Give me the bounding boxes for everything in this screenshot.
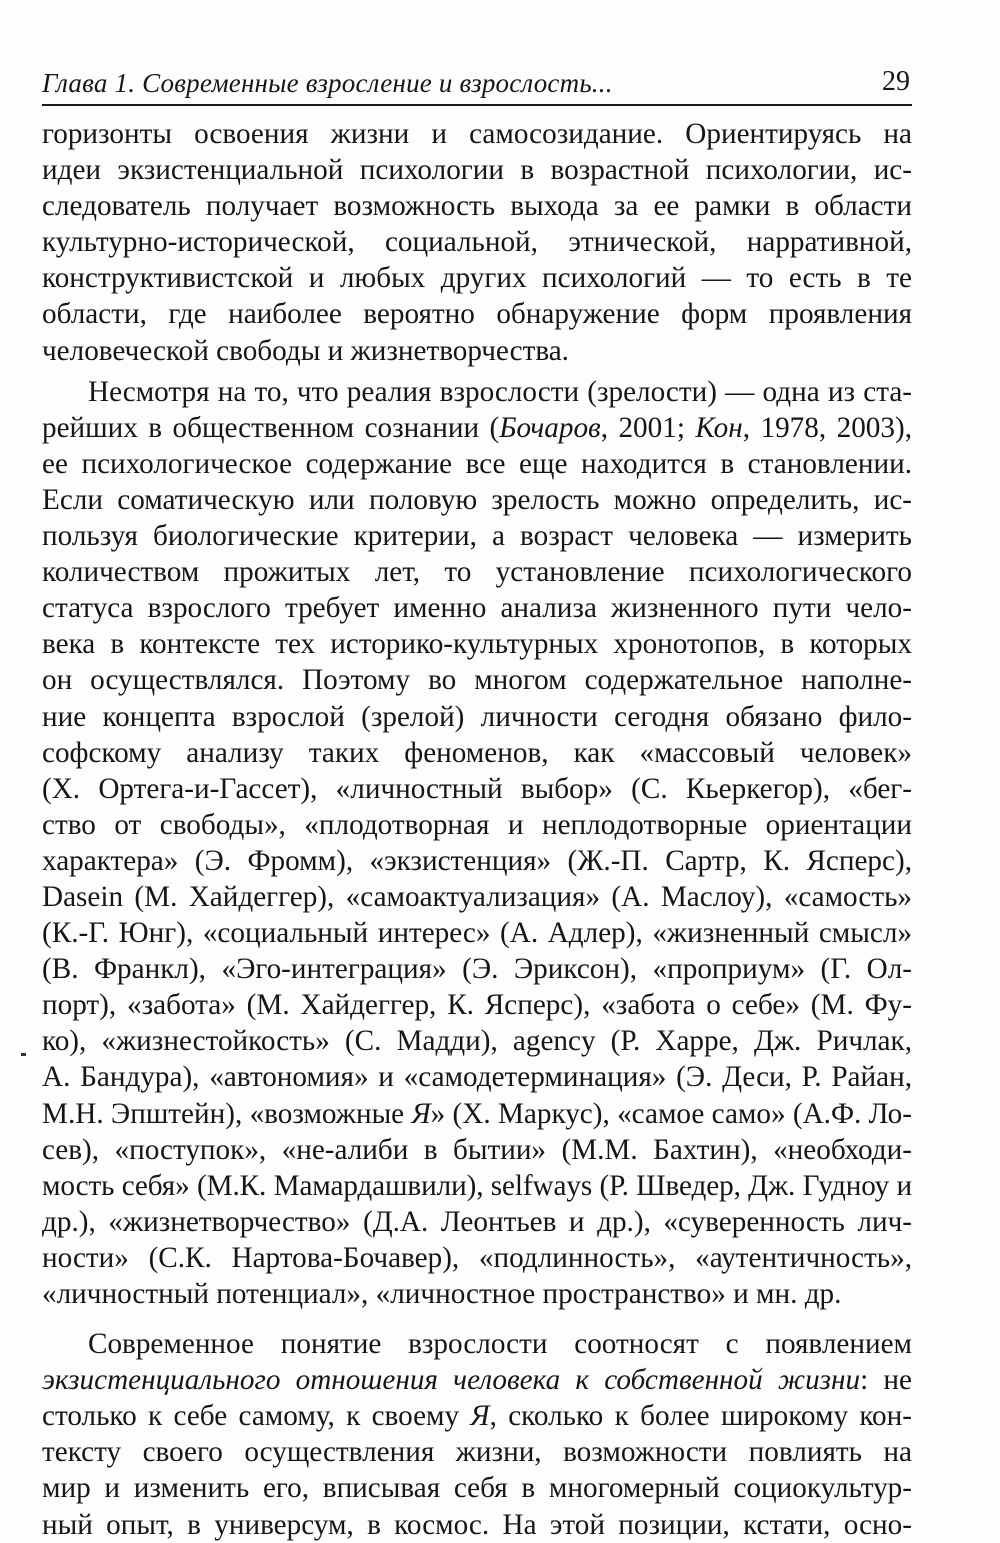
text-run: М.Н. Эпштейн), «возможные (42, 1097, 412, 1130)
italic-term: Я (470, 1400, 490, 1433)
text-line: др.), «жизнетворчество» (Д.А. Леонтьев и др.), «суверенность лич- (42, 1205, 912, 1238)
text-line: пользуя биологические критерии, а возраст человека — измерить (42, 520, 912, 553)
text-line: конструктивистской и любых других психологий — то есть в те (42, 262, 912, 295)
text-line: «личностный потенциал», «личностное пространство» и мн. др. (42, 1278, 842, 1310)
paragraph-first-line: Современное понятие взрослости соотносят с появлением (88, 1328, 912, 1361)
text-line: ее психологическое содержание все еще находится в становлении. (42, 447, 912, 480)
text-line: ный опыт, в универсум, в космос. На этой позиции, кстати, осно- (42, 1508, 912, 1541)
page-number: 29 (882, 66, 910, 97)
text-line: Dasein (М. Хайдеггер), «самоактуализация» (А. Маслоу), «самость» (42, 880, 912, 913)
text-line: области, где наиболее вероятно обнаружение форм проявления (42, 298, 912, 331)
running-header (42, 62, 912, 106)
text-line: культурно-исторической, социальной, этнической, нарративной, (42, 226, 912, 259)
text-run: столько к себе самому, к своему (42, 1400, 471, 1433)
text-line: горизонты освоения жизни и самосозидание. Ориентируясь на (42, 118, 912, 150)
text-line: порт), «забота» (М. Хайдеггер, К. Ясперс), «забота о себе» (М. Фу- (42, 989, 912, 1022)
citation-author: Бочаров (499, 411, 601, 444)
body-text (42, 116, 912, 1543)
text-line (42, 1096, 912, 1132)
text-line: софскому анализу таких феноменов, как «массовый человек» (42, 736, 912, 769)
text-line: ко), «жизнестойкость» (С. Мадди), agency (Р. Харре, Дж. Ричлак, (42, 1025, 912, 1058)
text-line: Если соматическую или половую зрелость можно определить, ис- (42, 483, 912, 516)
text-run: , 1978, 2003), (742, 411, 912, 444)
text-line: А. Бандура), «автономия» и «самодетерминация» (Э. Деси, Р. Райан, (42, 1061, 912, 1094)
text-line: статуса взрослого требует именно анализа жизненного пути чело- (42, 592, 912, 625)
paragraph-first-line: Несмотря на то, что реалия взрослости (зрелости) — одна из ста- (88, 375, 912, 408)
text-line: ности» (С.К. Нартова-Бочавер), «подлинность», «аутентичность», (42, 1241, 912, 1274)
margin-mark (21, 1053, 26, 1056)
text-line (42, 1398, 912, 1434)
text-run: : не (860, 1364, 912, 1397)
italic-phrase: экзистенциального отношения человека к собственной жизни (42, 1364, 861, 1397)
text-line: он осуществлялся. Поэтому во многом содержательное наполне- (42, 664, 912, 697)
text-line: века в контексте тех историко-культурных хронотопов, в которых (42, 628, 912, 661)
italic-term: Я (411, 1097, 431, 1130)
text-line: следователь получает возможность выхода за ее рамки в области (42, 190, 912, 223)
text-run: , 2001; (600, 411, 696, 444)
text-line: сев), «поступок», «не-алиби в бытии» (М.М. Бахтин), «необходи- (42, 1133, 912, 1166)
text-line: человеческой свободы и жизнетворчества. (42, 334, 569, 367)
chapter-title: Глава 1. Современные взросление и взрослость... (42, 68, 613, 98)
text-line: ство от свободы», «плодотворная и неплодотворные ориентации (42, 808, 912, 841)
text-line: (Х. Ортега-и-Гассет), «личностный выбор» (С. Кьеркегор), «бег- (42, 772, 912, 805)
text-run: » (Х. Маркус), «самое само» (А.Ф. Ло- (430, 1097, 912, 1130)
text-run: рейших в общественном сознании ( (42, 411, 500, 444)
text-line: ние концепта взрослой (зрелой) личности сегодня обязано фило- (42, 700, 912, 733)
text-run: , сколько к более широкому кон- (489, 1400, 912, 1433)
citation-author: Кон (695, 411, 743, 444)
text-line: тексту своего осуществления жизни, возможности повлиять на (42, 1436, 912, 1469)
text-line (42, 1362, 912, 1398)
text-line: мость себя» (М.К. Мамардашвили), selfways (Р. Шведер, Дж. Гудноу и (42, 1169, 912, 1202)
text-line: идеи экзистенциальной психологии в возрастной психологии, ис- (42, 154, 912, 187)
text-line (42, 410, 912, 446)
text-line: (В. Франкл), «Эго-интеграция» (Э. Эриксон), «проприум» (Г. Ол- (42, 953, 912, 986)
text-line: характера» (Э. Фромм), «экзистенция» (Ж.-П. Сартр, К. Ясперс), (42, 844, 912, 877)
text-line: (К.-Г. Юнг), «социальный интерес» (А. Адлер), «жизненный смысл» (42, 917, 912, 950)
text-line: мир и изменить его, вписывая себя в многомерный социокультур- (42, 1472, 912, 1505)
text-line: количеством прожитых лет, то установление психологического (42, 556, 912, 589)
